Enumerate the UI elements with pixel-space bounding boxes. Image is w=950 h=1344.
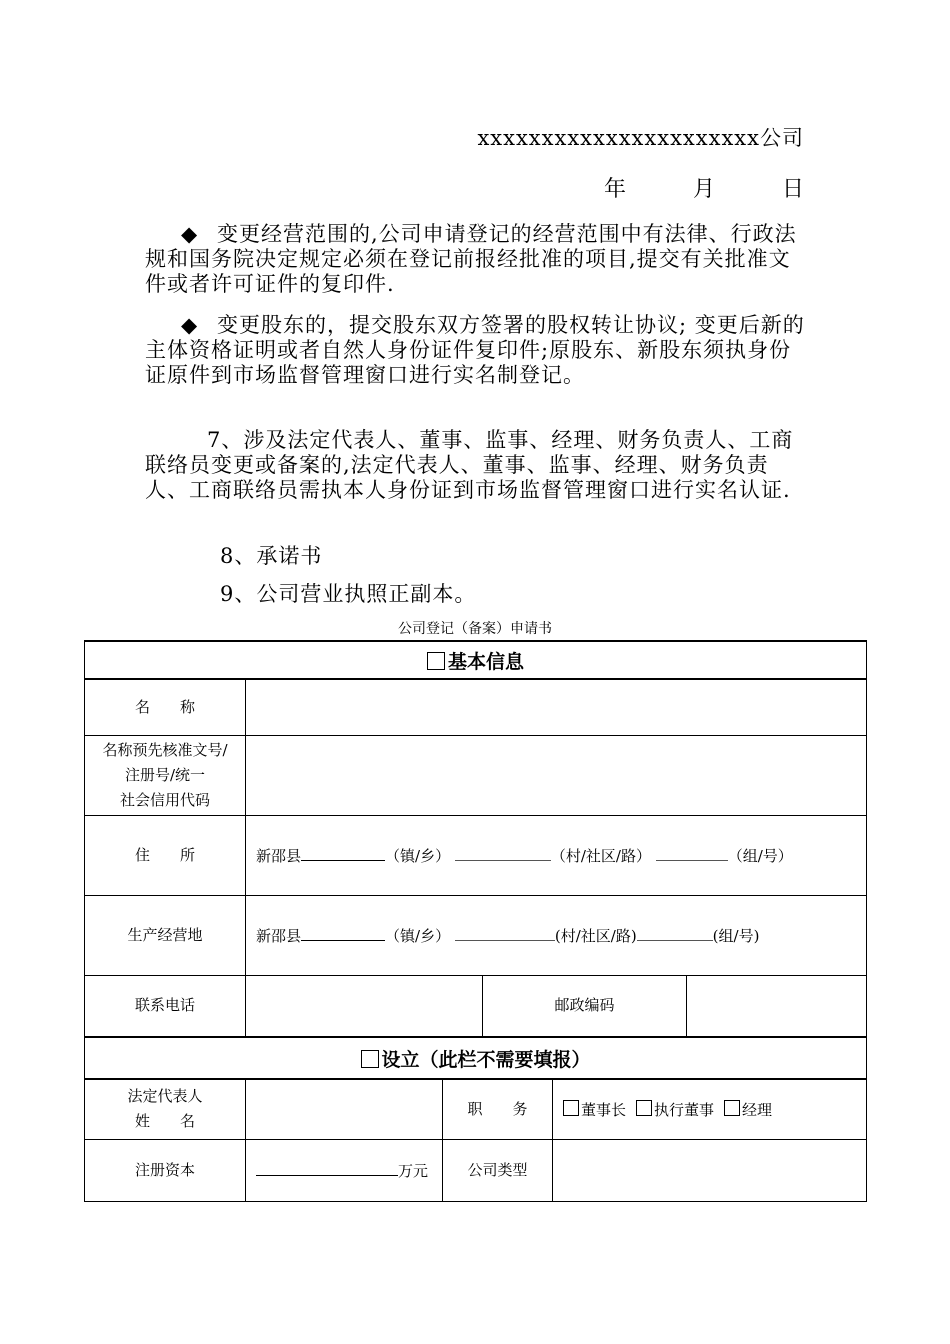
town-blank[interactable] [301,844,385,861]
legal-rep-label: 法定代表人 姓 名 [85,1079,246,1139]
reg-number-input[interactable] [246,735,867,815]
paragraph-text: 7、涉及法定代表人、董事、监事、经理、财务负责人、工商联络员变更或备案的,法定代表人、董事、监事、经理、财务负责人、工商联络员需执本人身份证到市场监督管理窗口进行实名认证. [145,428,794,502]
row-registration-number [85,735,867,815]
checkbox-icon[interactable] [563,1100,579,1116]
business-place-label: 生产经营地 [85,895,246,975]
item-8: 8、承诺书 [220,544,323,568]
postcode-label: 邮政编码 [483,975,687,1037]
registration-form [84,640,867,1202]
date-day: 日 [781,177,804,202]
section-title: 设立（此栏不需要填报） [381,1048,591,1071]
capital-label: 注册资本 [85,1139,246,1201]
village-blank[interactable] [455,924,555,941]
form-title: 公司登记（备案）申请书 [398,621,552,637]
checkbox-icon[interactable] [361,1050,379,1068]
legal-rep-input[interactable] [246,1079,443,1139]
company-type-input[interactable] [553,1139,867,1201]
group-blank[interactable] [637,924,713,941]
village-blank[interactable] [455,844,551,861]
paragraph-text: 变更股东的，提交股东双方签署的股权转让协议; 变更后新的主体资格证明或者自然人身份证件复印件;原股东、新股东须执身份证原件到市场监督管理窗口进行实名制登记。 [145,313,805,387]
row-business-place [85,895,867,975]
checkbox-icon[interactable] [636,1100,652,1116]
row-name [85,679,867,735]
row-capital [85,1139,867,1201]
town-blank[interactable] [301,924,385,941]
phone-label: 联系电话 [85,975,246,1037]
position-options [553,1079,867,1139]
item-9: 9、公司营业执照正副本。 [220,582,477,606]
row-contact [85,975,867,1037]
paragraph-text: 变更经营范围的,公司申请登记的经营范围中有法律、行政法规和国务院决定规定必须在登记前报经批准的项目,提交有关批准文件或者许可证件的复印件. [145,222,797,296]
paragraph-shareholder-change [145,313,810,388]
row-address [85,815,867,895]
paragraph-item-7 [145,428,810,503]
section-title: 基本信息 [448,650,525,673]
checkbox-icon[interactable] [724,1100,740,1116]
address-label: 住 所 [85,815,246,895]
company-type-label: 公司类型 [443,1139,553,1201]
diamond-bullet-icon: ◆ [181,313,199,337]
diamond-bullet-icon: ◆ [181,222,199,246]
postcode-input[interactable] [687,975,867,1037]
name-label: 名 称 [85,679,246,735]
phone-input[interactable] [246,975,483,1037]
business-place-input[interactable]: 新邵县 （镇/乡） (村/社区/路) (组/号) [246,895,867,975]
name-input[interactable] [246,679,867,735]
row-legal-rep [85,1079,867,1139]
date-line [604,172,804,203]
option-manager[interactable]: 经理 [724,1101,772,1119]
reg-number-label: 名称预先核准文号/ 注册号/统一 社会信用代码 [85,735,246,815]
section-basic-info [85,641,867,679]
section-establishment [85,1037,867,1079]
date-year: 年 [603,177,626,202]
checkbox-icon[interactable] [427,652,445,670]
date-month: 月 [692,177,715,202]
capital-blank[interactable] [256,1159,398,1176]
option-executive-director[interactable]: 执行董事 [636,1101,714,1119]
paragraph-scope-change [145,222,810,297]
option-chairman[interactable]: 董事长 [563,1101,626,1119]
address-input[interactable]: 新邵县 （镇/乡） （村/社区/路） （组/号） [246,815,867,895]
capital-input[interactable]: 万元 [246,1139,443,1201]
group-blank[interactable] [656,844,728,861]
company-name: xxxxxxxxxxxxxxxxxxxxxx公司 [477,126,804,150]
position-label: 职 务 [443,1079,553,1139]
